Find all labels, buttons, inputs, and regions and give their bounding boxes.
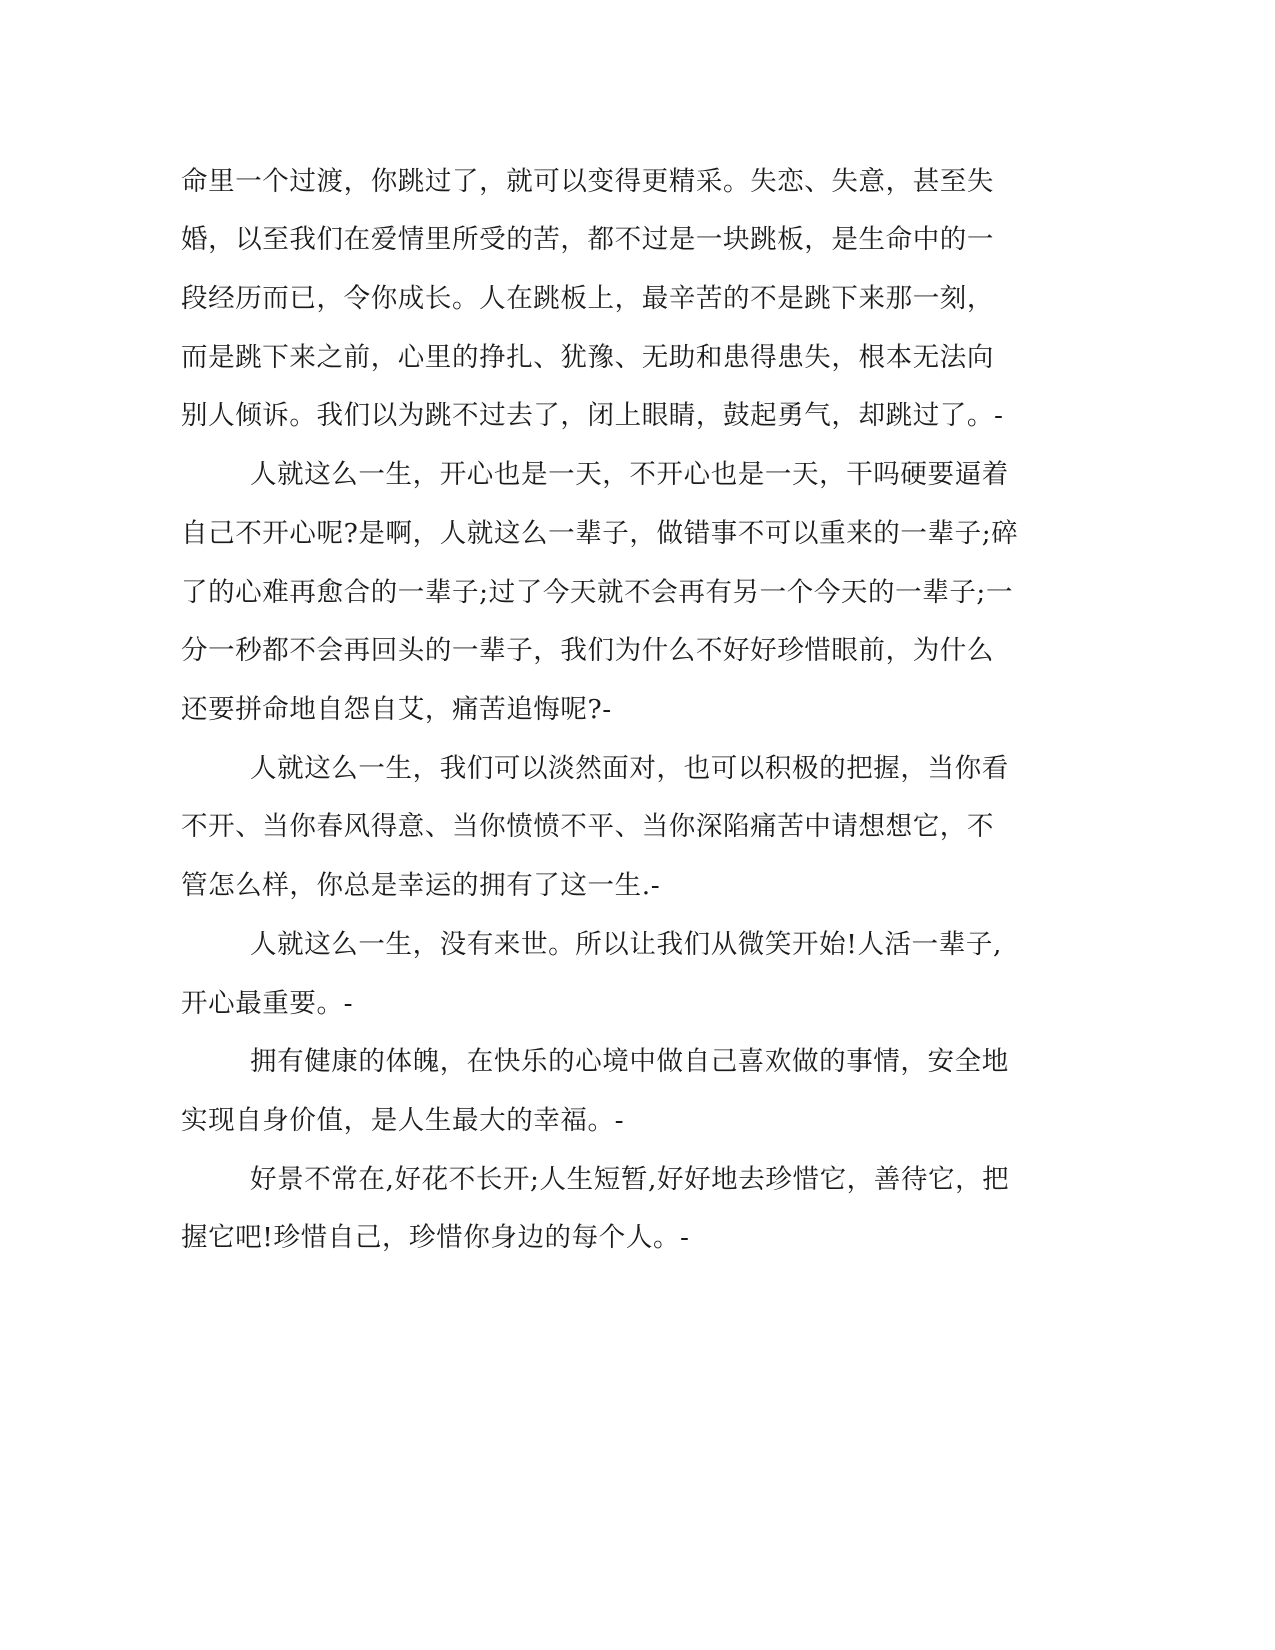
text-line: 了的心难再愈合的一辈子;过了今天就不会再有另一个今天的一辈子;一 bbox=[181, 577, 1014, 608]
text-line: 不开、当你春风得意、当你愤愤不平、当你深陷痛苦中请想想它，不 bbox=[181, 811, 994, 842]
text-line: 段经历而已，令你成长。人在跳板上，最辛苦的不是跳下来那一刻， bbox=[181, 283, 994, 314]
paragraph-start-line: 人就这么一生，开心也是一天，不开心也是一天，干吗硬要逼着 bbox=[250, 459, 1009, 490]
text-line: 管怎么样，你总是幸运的拥有了这一生.- bbox=[181, 870, 661, 901]
text-line: 还要拼命地自怨自艾，痛苦追悔呢?- bbox=[181, 694, 612, 725]
paragraph-start-line: 拥有健康的体魄，在快乐的心境中做自己喜欢做的事情，安全地 bbox=[250, 1046, 1009, 1077]
text-line: 别人倾诉。我们以为跳不过去了，闭上眼睛，鼓起勇气，却跳过了。- bbox=[181, 400, 1004, 431]
text-line: 实现自身价值，是人生最大的幸福。- bbox=[181, 1105, 625, 1136]
paragraph-start-line: 人就这么一生，没有来世。所以让我们从微笑开始!人活一辈子, bbox=[250, 929, 1002, 960]
paragraph-start-line: 人就这么一生，我们可以淡然面对，也可以积极的把握，当你看 bbox=[250, 753, 1009, 784]
text-line: 命里一个过渡，你跳过了，就可以变得更精采。失恋、失意，甚至失 bbox=[181, 166, 994, 197]
text-line: 开心最重要。- bbox=[181, 988, 354, 1019]
text-line: 而是跳下来之前，心里的挣扎、犹豫、无助和患得患失，根本无法向 bbox=[181, 342, 994, 373]
paragraph-start-line: 好景不常在,好花不长开;人生短暂,好好地去珍惜它，善待它，把 bbox=[250, 1164, 1010, 1195]
text-line: 握它吧!珍惜自己，珍惜你身边的每个人。- bbox=[181, 1222, 690, 1253]
text-line: 分一秒都不会再回头的一辈子，我们为什么不好好珍惜眼前，为什么 bbox=[181, 635, 994, 666]
text-line: 自己不开心呢?是啊，人就这么一辈子，做错事不可以重来的一辈子;碎 bbox=[181, 518, 1019, 549]
text-line: 婚，以至我们在爱情里所受的苦，都不过是一块跳板，是生命中的一 bbox=[181, 224, 994, 255]
